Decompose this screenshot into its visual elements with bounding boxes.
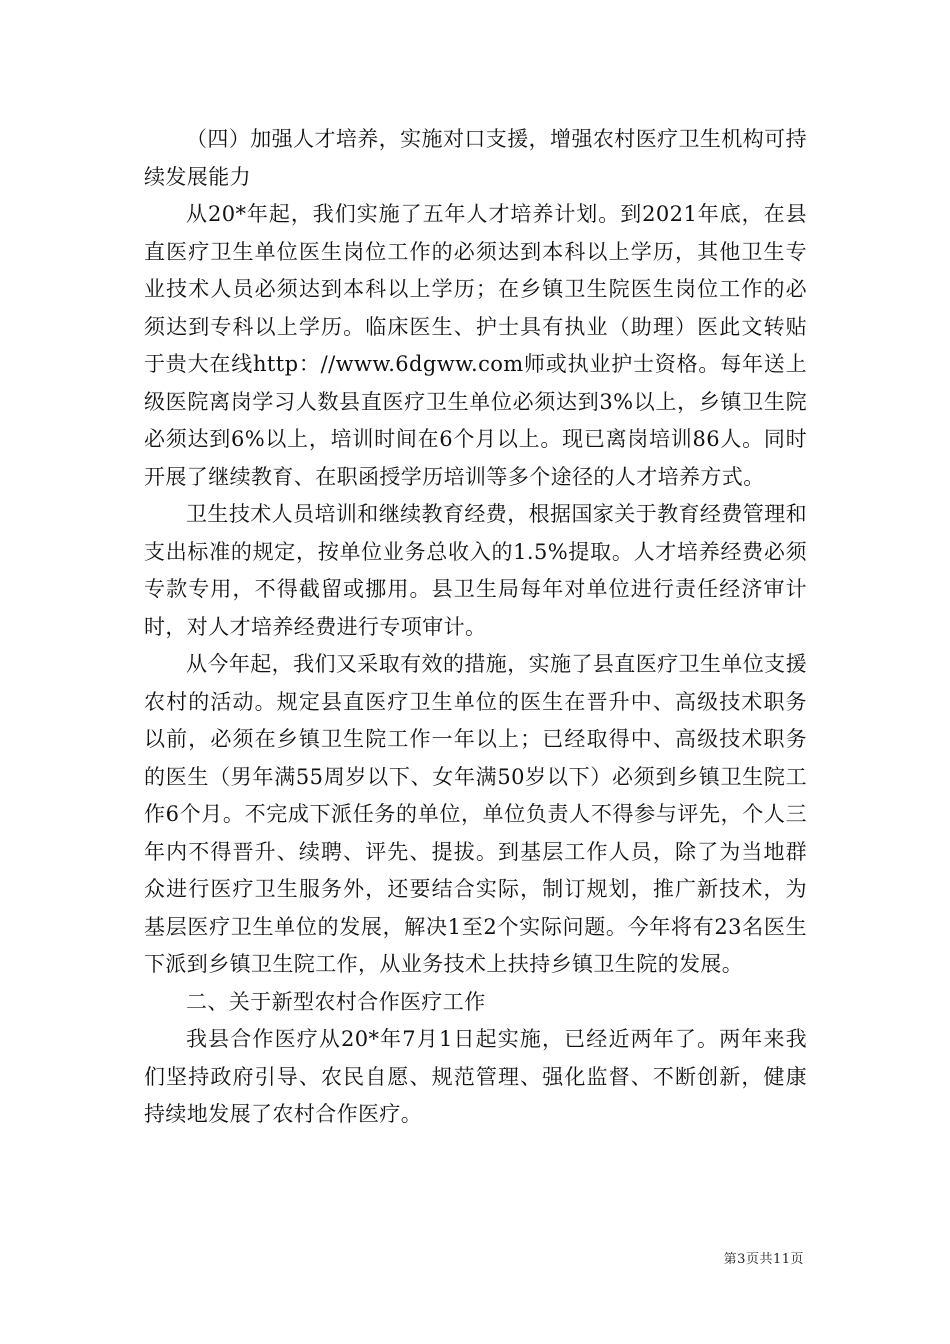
paragraph-rural-support: 从今年起，我们又采取有效的措施，实施了县直医疗卫生单位支援农村的活动。规定县直医疗卫生单位的医生在晋升中、高级技术职务以前，必须在乡镇卫生院工作一年以上；已经取得中、高级技术职务的医生（男年满55周岁以下、女年满50岁以下）必须到乡镇卫生院工作6个月。不完成下派任务的单位，单位负责人不得参与评先，个人三年内不得晋升、续聘、评先、提拔。到基层工作人员，除了为当地群众进行医疗卫生服务外，还要结合实际，制订规划，推广新技术，为基层医疗卫生单位的发展，解决1至2个实际问题。今年将有23名医生下派到乡镇卫生院工作，从业务技术上扶持乡镇卫生院的发展。 bbox=[144, 652, 807, 976]
paragraph-training-funds: 卫生技术人员培训和继续教育经费，根据国家关于教育经费管理和支出标准的规定，按单位业务总收入的1.5%提取。人才培养经费必须专款专用，不得截留或挪用。县卫生局每年对单位进行责任经济审计时，对人才培养经费进行专项审计。 bbox=[144, 502, 807, 639]
paragraph-cooperative-medical: 我县合作医疗从20*年7月1日起实施，已经近两年了。两年来我们坚持政府引导、农民自愿、规范管理、强化监督、不断创新，健康持续地发展了农村合作医疗。 bbox=[144, 1027, 807, 1126]
section-heading-cooperative-medical: 二、关于新型农村合作医疗工作 bbox=[186, 989, 486, 1014]
section-heading-talent-training: （四）加强人才培养，实施对口支援，增强农村医疗卫生机构可持续发展能力 bbox=[144, 127, 807, 189]
paragraph-five-year-plan: 从20*年起，我们实施了五年人才培养计划。到2021年底，在县直医疗卫生单位医生岗位工作的必须达到本科以上学历，其他卫生专业技术人员必须达到本科以上学历；在乡镇卫生院医生岗位工作的必须达到专科以上学历。临床医生、护士具有执业（助理）医此文转贴于贵大在线http：//www.6dgww.com师或执业护士资格。每年送上级医院离岗学习人数县直医疗卫生单位必须达到3%以上，乡镇卫生院必须达到6%以上，培训时间在6个月以上。现已离岗培训86人。同时开展了继续教育、在职函授学历培训等多个途径的人才培养方式。 bbox=[144, 202, 807, 489]
page-number: 第3页共11页 bbox=[723, 1252, 804, 1267]
document-body bbox=[144, 121, 807, 1134]
